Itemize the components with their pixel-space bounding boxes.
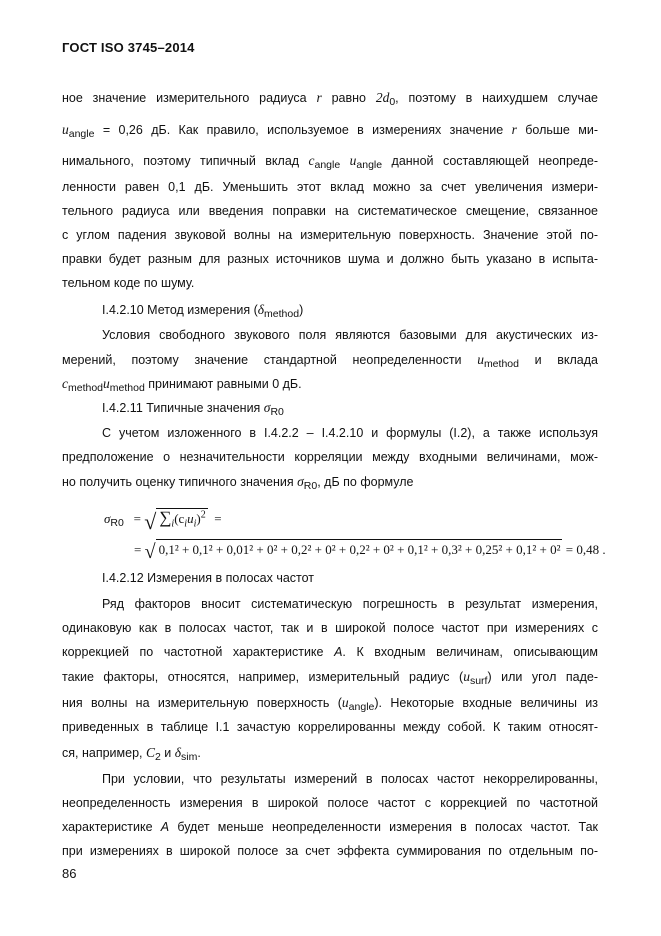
section-heading-4-2-11: I.4.2.11 Типичные значения $\sigma_{R0}$ [102, 400, 284, 418]
last-line-2: неопределенность измерения в широкой полосе частот с коррекцией по частотной [62, 796, 598, 810]
s12-line-2: одинаковую как в полосах частот, так и в широкой полосе частот при измерениях с [62, 621, 598, 635]
s11-line-1: С учетом изложенного в I.4.2.2 – I.4.2.10 и формулы (I.2), а также используя [102, 426, 598, 440]
s11-line-2: предположение о незначительности корреляции между входными величинами, мож- [62, 450, 598, 464]
s12-line-6: приведенных в таблице I.1 зачастую коррелированны между собой. К таким относят- [62, 720, 598, 734]
s12-line-1: Ряд факторов вносит систематическую погрешность в результат измерения, [102, 597, 598, 611]
s12-line-3: коррекцией по частотной характеристике А. К входным величинам, описывающим [62, 645, 598, 659]
p1-line-1: ное значение измерительного радиуса r равно $2d_0$, поэтому в наихудшем случае [62, 90, 598, 108]
formula-line-1: $\sigma_{R0}$ = √ $\sum_i(c_iu_i)^2$ = [104, 508, 222, 534]
s12-line-7: ся, например, $C_2$ и $\delta_{sim}$. [62, 745, 201, 763]
p1-line-4: ленности равен 0,1 дБ. Уменьшить этот вклад можно за счет увеличения измери- [62, 180, 598, 194]
formula-line-2: = √ 0,1² + 0,1² + 0,01² + 0² + 0,2² + 0² + 0,2² + 0² + 0,1² + 0,3² + 0,25² + 0,1² + 0² = 0,48 . [134, 541, 606, 563]
last-line-3: характеристике А будет меньше неопределенности измерения в полосах частот. Так [62, 820, 598, 834]
s10-line-1: Условия свободного звукового поля являются базовыми для акустических из- [102, 328, 598, 342]
last-line-1: При условии, что результаты измерений в полосах частот некоррелированны, [102, 772, 598, 786]
s12-line-5: ния волны на измерительную поверхность $(u_{angle})$. Некоторые входные величины из [62, 695, 598, 713]
p1-line-8: тельном коде по шуму. [62, 276, 195, 290]
s11-line-3: но получить оценку типичного значения $\sigma_{R0}$, дБ по формуле [62, 474, 414, 492]
p1-line-5: тельного радиуса или введения поправки на систематическое смещение, связанное [62, 204, 598, 218]
p1-line-7: правки будет разным для разных источников шума и должно быть указано в испыта- [62, 252, 598, 266]
formula-expansion: 0,1² + 0,1² + 0,01² + 0² + 0,2² + 0² + 0,2² + 0² + 0,1² + 0,3² + 0,25² + 0,1² + 0² [156, 539, 563, 557]
s12-line-4: такие факторы, относятся, например, измерительный радиус $(u_{surf})$ или угол паде- [62, 669, 598, 687]
s10-line-3: $c_{method}u_{method}$ принимают равными 0 дБ. [62, 376, 302, 394]
p1-line-3: нимального, поэтому типичный вклад $c_{angle}$ $u_{angle}$ данной составляющей неопреде- [62, 153, 598, 171]
p1-line-6: с углом падения звуковой волны на измерительную поверхность. Значение этой по- [62, 228, 598, 242]
p1-line-2: $u_{angle} = 0,26$ дБ. Как правило, используемое в измерениях значение r больше ми- [62, 122, 599, 140]
section-heading-4-2-12: I.4.2.12 Измерения в полосах частот [102, 571, 315, 585]
page-number: 86 [62, 866, 77, 881]
last-line-4: при измерениях в широкой полосе за счет эффекта суммирования по отдельным по- [62, 844, 598, 858]
document-header: ГОСТ ISO 3745–2014 [62, 40, 195, 55]
s10-line-2: мерений, поэтому значение стандартной неопределенности $u_{method}$ и вклада [62, 352, 598, 370]
formula-sum-radicand: $\sum_i(c_iu_i)^2$ [156, 508, 207, 526]
section-heading-4-2-10: I.4.2.10 Метод измерения $(\delta_{method})$ [102, 302, 304, 320]
